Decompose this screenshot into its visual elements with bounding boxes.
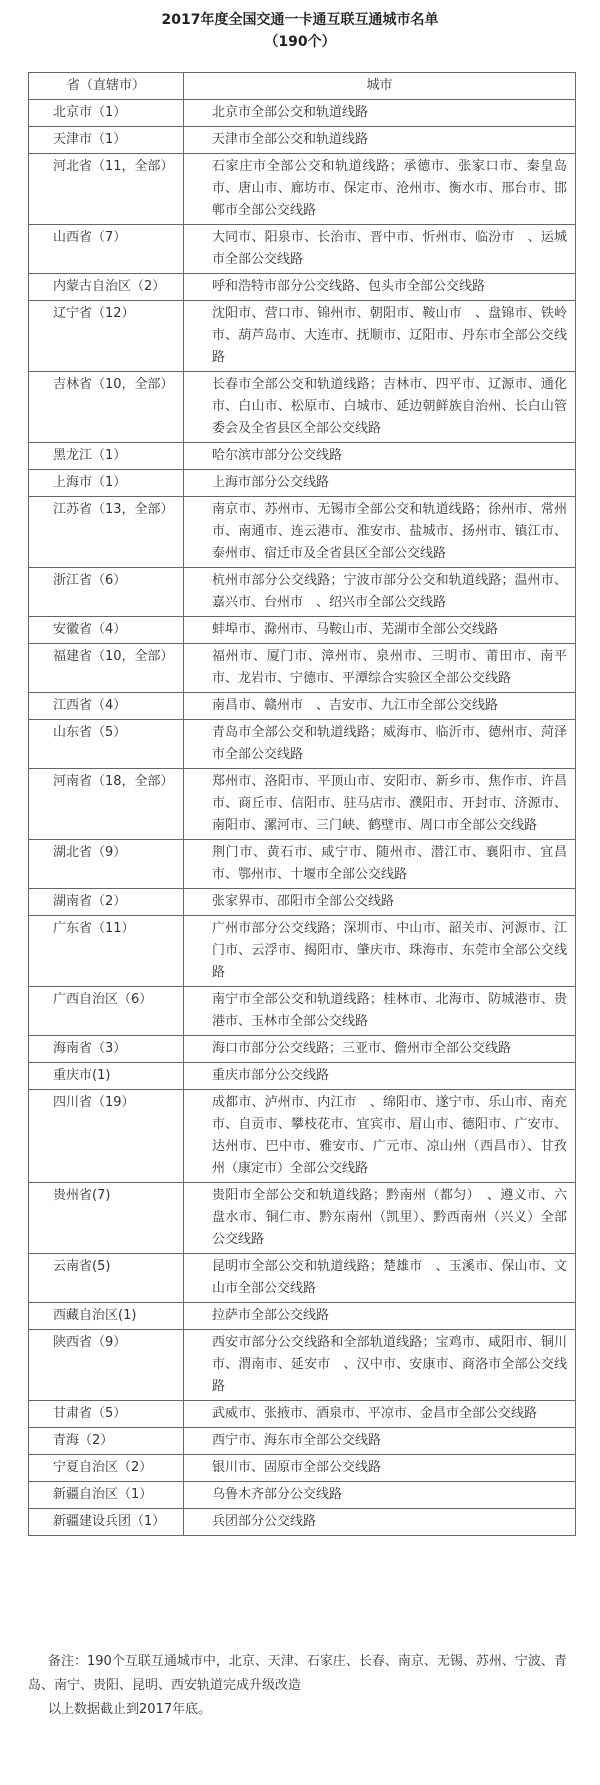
- city-table: [28, 72, 576, 1536]
- province-cell: 广东省（11）: [29, 916, 184, 987]
- province-cell: 浙江省（6）: [29, 568, 184, 617]
- cities-cell: 上海市部分公交线路: [184, 470, 576, 497]
- province-cell: 湖南省（2）: [29, 889, 184, 916]
- table-row: [29, 840, 576, 889]
- cities-cell: 乌鲁木齐部分公交线路: [184, 1482, 576, 1509]
- cities-cell: 武威市、张掖市、酒泉市、平凉市、金昌市全部公交线路: [184, 1401, 576, 1428]
- table-row: [29, 127, 576, 154]
- notes: [28, 1650, 575, 1722]
- table-row: [29, 769, 576, 840]
- cities-cell: 蚌埠市、滁州市、马鞍山市、芜湖市全部公交线路: [184, 617, 576, 644]
- table-row: [29, 987, 576, 1036]
- cities-cell: 广州市部分公交线路；深圳市、中山市、韶关市、河源市、江门市、云浮市、揭阳市、肇庆市、珠海市、东莞市全部公交线路: [184, 916, 576, 987]
- cities-cell: 杭州市部分公交线路；宁波市部分公交和轨道线路；温州市、嘉兴市、台州市 、绍兴市全部公交线路: [184, 568, 576, 617]
- province-cell: 新疆建设兵团（1）: [29, 1509, 184, 1536]
- table-row: [29, 568, 576, 617]
- table-row: [29, 301, 576, 372]
- table-row: [29, 1401, 576, 1428]
- province-cell: 黑龙江（1）: [29, 443, 184, 470]
- header-province: 省（直辖市）: [29, 73, 184, 100]
- cities-cell: 西安市部分公交线路和全部轨道线路；宝鸡市、咸阳市、铜川市、渭南市、延安市 、汉中市、安康市、商洛市全部公交线路: [184, 1330, 576, 1401]
- cities-cell: 长春市全部公交和轨道线路；吉林市、四平市、辽源市、通化市、白山市、松原市、白城市、延边朝鲜族自治州、长白山管委会及全省县区全部公交线路: [184, 372, 576, 443]
- province-cell: 天津市（1）: [29, 127, 184, 154]
- table-row: [29, 889, 576, 916]
- table-header-row: [29, 73, 576, 100]
- table-row: [29, 274, 576, 301]
- province-cell: 甘肃省（5）: [29, 1401, 184, 1428]
- cities-cell: 成都市、泸州市、内江市 、绵阳市、遂宁市、乐山市、南充市、自贡市、攀枝花市、宜宾市、眉山市、德阳市、广安市、达州市、巴中市、雅安市、广元市、凉山州（西昌市）、甘孜州（康定市）全部公交线路: [184, 1090, 576, 1183]
- cities-cell: 石家庄市全部公交和轨道线路；承德市、张家口市、秦皇岛市、唐山市、廊坊市、保定市、沧州市、衡水市、邢台市、邯郸市全部公交线路: [184, 154, 576, 225]
- cities-cell: 南宁市全部公交和轨道线路；桂林市、北海市、防城港市、贵港市、玉林市全部公交线路: [184, 987, 576, 1036]
- province-cell: 江苏省（13，全部）: [29, 497, 184, 568]
- province-cell: 青海（2）: [29, 1428, 184, 1455]
- table-row: [29, 1428, 576, 1455]
- table-row: [29, 1254, 576, 1303]
- cities-cell: 张家界市、邵阳市全部公交线路: [184, 889, 576, 916]
- cities-cell: 荆门市、黄石市、咸宁市、随州市、潜江市、襄阳市、宜昌市、鄂州市、十堰市全部公交线路: [184, 840, 576, 889]
- table-row: [29, 693, 576, 720]
- table-row: [29, 443, 576, 470]
- cities-cell: 重庆市部分公交线路: [184, 1063, 576, 1090]
- cities-cell: 拉萨市全部公交线路: [184, 1303, 576, 1330]
- province-cell: 海南省（3）: [29, 1036, 184, 1063]
- table-row: [29, 1482, 576, 1509]
- table-row: [29, 225, 576, 274]
- province-cell: 西藏自治区(1): [29, 1303, 184, 1330]
- cities-cell: 沈阳市、营口市、锦州市、朝阳市、鞍山市 、盘锦市、铁岭市、葫芦岛市、大连市、抚顺市、辽阳市、丹东市全部公交线路: [184, 301, 576, 372]
- province-cell: 广西自治区（6）: [29, 987, 184, 1036]
- table-row: [29, 644, 576, 693]
- province-cell: 新疆自治区（1）: [29, 1482, 184, 1509]
- province-cell: 辽宁省（12）: [29, 301, 184, 372]
- table-row: [29, 470, 576, 497]
- cities-cell: 兵团部分公交线路: [184, 1509, 576, 1536]
- province-cell: 福建省（10，全部）: [29, 644, 184, 693]
- province-cell: 吉林省（10，全部）: [29, 372, 184, 443]
- province-cell: 山东省（5）: [29, 720, 184, 769]
- document-title: 2017年度全国交通一卡通互联互通城市名单: [161, 12, 439, 28]
- table-row: [29, 154, 576, 225]
- province-cell: 江西省（4）: [29, 693, 184, 720]
- table-row: [29, 1036, 576, 1063]
- province-cell: 安徽省（4）: [29, 617, 184, 644]
- province-cell: 上海市（1）: [29, 470, 184, 497]
- province-cell: 宁夏自治区（2）: [29, 1455, 184, 1482]
- table-row: [29, 1090, 576, 1183]
- cities-cell: 南京市、苏州市、无锡市全部公交和轨道线路；徐州市、常州市、南通市、连云港市、淮安市、盐城市、扬州市、镇江市、泰州市、宿迁市及全省县区全部公交线路: [184, 497, 576, 568]
- table-row: [29, 617, 576, 644]
- table-row: [29, 916, 576, 987]
- province-cell: 云南省(5): [29, 1254, 184, 1303]
- cities-cell: 海口市部分公交线路；三亚市、儋州市全部公交线路: [184, 1036, 576, 1063]
- table-body: [29, 100, 576, 1536]
- cities-cell: 银川市、固原市全部公交线路: [184, 1455, 576, 1482]
- cities-cell: 贵阳市全部公交和轨道线路；黔南州（都匀） 、遵义市、六盘水市、铜仁市、黔东南州（凯里）、黔西南州（兴义）全部公交线路: [184, 1183, 576, 1254]
- province-cell: 四川省（19）: [29, 1090, 184, 1183]
- table-row: [29, 1183, 576, 1254]
- cities-cell: 南昌市、赣州市 、吉安市、九江市全部公交线路: [184, 693, 576, 720]
- header-city: 城市: [184, 73, 576, 100]
- province-cell: 河南省（18，全部）: [29, 769, 184, 840]
- province-cell: 陕西省（9）: [29, 1330, 184, 1401]
- note-remark: 备注：190个互联互通城市中，北京、天津、石家庄、长春、南京、无锡、苏州、宁波、青岛、南宁、贵阳、昆明、西安轨道完成升级改造: [28, 1654, 567, 1693]
- province-cell: 河北省（11，全部）: [29, 154, 184, 225]
- table-row: [29, 1303, 576, 1330]
- table-row: [29, 1455, 576, 1482]
- province-cell: 重庆市(1): [29, 1063, 184, 1090]
- cities-cell: 福州市、厦门市、漳州市、泉州市、三明市、莆田市、南平市、龙岩市、宁德市、平潭综合实验区全部公交线路: [184, 644, 576, 693]
- table-row: [29, 497, 576, 568]
- cities-cell: 大同市、阳泉市、长治市、晋中市、忻州市、临汾市 、运城市全部公交线路: [184, 225, 576, 274]
- province-cell: 内蒙古自治区（2）: [29, 274, 184, 301]
- province-cell: 山西省（7）: [29, 225, 184, 274]
- province-cell: 贵州省(7): [29, 1183, 184, 1254]
- table-row: [29, 1509, 576, 1536]
- cities-cell: 天津市全部公交和轨道线路: [184, 127, 576, 154]
- table-row: [29, 1063, 576, 1090]
- cities-cell: 呼和浩特市部分公交线路、包头市全部公交线路: [184, 274, 576, 301]
- cities-cell: 昆明市全部公交和轨道线路；楚雄市 、玉溪市、保山市、文山市全部公交线路: [184, 1254, 576, 1303]
- table-row: [29, 1330, 576, 1401]
- table-row: [29, 100, 576, 127]
- province-cell: 北京市（1）: [29, 100, 184, 127]
- cities-cell: 西宁市、海东市全部公交线路: [184, 1428, 576, 1455]
- table-row: [29, 372, 576, 443]
- table-row: [29, 720, 576, 769]
- cities-cell: 青岛市全部公交和轨道线路；威海市、临沂市、德州市、菏泽市全部公交线路: [184, 720, 576, 769]
- cities-cell: 北京市全部公交和轨道线路: [184, 100, 576, 127]
- document-subtitle: （190个）: [264, 34, 336, 50]
- cities-cell: 郑州市、洛阳市、平顶山市、安阳市、新乡市、焦作市、许昌市、商丘市、信阳市、驻马店市、濮阳市、开封市、济源市、南阳市、漯河市、三门峡、鹤壁市、周口市全部公交线路: [184, 769, 576, 840]
- note-cutoff: 以上数据截止到2017年底。: [48, 1702, 212, 1717]
- province-cell: 湖北省（9）: [29, 840, 184, 889]
- cities-cell: 哈尔滨市部分公交线路: [184, 443, 576, 470]
